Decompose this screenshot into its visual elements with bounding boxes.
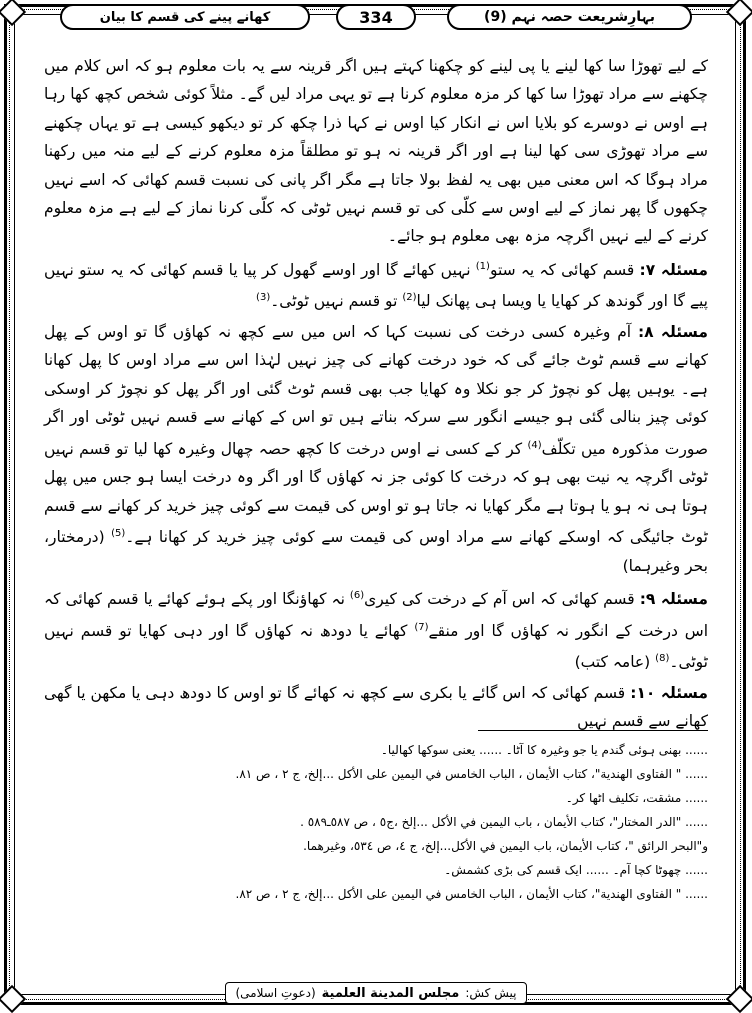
main-text: [44, 52, 708, 737]
chapter-title: کھانے پینے کی قسم کا بیان: [60, 4, 310, 30]
footnote-ref-4: (4): [527, 439, 542, 451]
masala-9-text-a: قسم کھائی کہ اس آم کے درخت کی کیری: [364, 590, 635, 609]
masala-8-label: مسئلہ ۸:: [637, 322, 708, 341]
masala-10-label: مسئلہ ۱۰:: [630, 683, 708, 702]
publisher-prefix: پیش کش:: [465, 986, 517, 1000]
publisher-box: [225, 982, 528, 1004]
footnote-line: ...... " الفتاوی الهندية"، كتاب الأيمان ، الباب الخامس في اليمين على الأكل ...إلخ، ج ٢ ، ص ٨١.: [235, 767, 708, 781]
masala-7-label: مسئلہ ۷:: [639, 261, 708, 279]
publisher-name: مجلس المدينة العلمية: [321, 985, 460, 1001]
footnote-ref-6: (6): [349, 589, 365, 601]
footnote-ref-1: (1): [475, 260, 490, 272]
masala-7-text-b: نہیں کھائے گا اور اوسے گھول کر پیا یا قسم کھائی کہ یہ ستو نہیں پیے گا اور گوندھ کر کھایا یا ویسا ہی پھانک لیا: [44, 261, 708, 311]
footnote-line: ...... مشقت، تکلیف اٹھا کر۔: [565, 791, 708, 805]
masala-9: [44, 582, 708, 677]
footnote-line: ...... چھوٹا کچا آم۔ ...... ایک قسم کی بڑی کشمش۔: [444, 863, 708, 877]
footnote-line: ...... "الدر المختار"، كتاب الأيمان ، باب اليمين في الأكل ...إلخ ،ج٥ ، ص ٥٨٧ـ٥٨٩ .: [300, 815, 708, 829]
masala-8-citation: (درمختار، بحر وغیرہما): [44, 528, 708, 575]
book-section-title: بہارِشریعت حصہ نہم (9): [447, 4, 692, 30]
footnote-ref-8: (8): [655, 653, 670, 665]
masala-8: [44, 318, 708, 580]
masala-7: [44, 253, 708, 316]
page-footer: [0, 982, 752, 1008]
footnote-ref-7: (7): [414, 621, 429, 633]
masala-7-text-c: تو قسم نہیں ٹوٹی۔: [270, 292, 398, 311]
masala-7-text-a: قسم کھائی کہ یہ ستو: [489, 261, 635, 279]
masala-9-label: مسئلہ ۹:: [639, 590, 708, 609]
footnote-line: ...... " الفتاوی الهندية"، كتاب الأيمان ، الباب الخامس في اليمين على الأكل ...إلخ، ج ٢ ، ص ٨٢.: [235, 887, 708, 901]
page-header: [60, 4, 692, 34]
footnote-ref-3: (3): [256, 292, 271, 304]
masala-9-citation: (عامہ کتب): [574, 653, 651, 672]
masala-10-text-a: قسم کھائی کہ اس گائے یا بکری سے کچھ نہ کھائے گا تو اوس کا دودھ دہی یا مکھن یا گھی کھانے سے قسم نہیں: [44, 683, 708, 731]
footnotes: [44, 738, 708, 906]
publisher-sub: (دعوتِ اسلامی): [235, 986, 316, 1000]
masala-8-text-b: کر کے کسی نے اوس درخت کا کچھ حصہ چھال وغیرہ کھا لیا تو قسم نہیں ٹوٹی اگرچہ یہ نیت بھی ہو کہ درخت کا کوئی جز نہ کھاؤں گا اور اگر وہ درخت ایسا ہو جس میں پھل ہوتا ہی نہ ہو یا ہوتا ہے مگر کھایا نہ جاتا ہو تو اوس کی قیمت سے کوئی چیز خرید کر کھانے سے قسم ٹوٹ جائیگی کہ اوسکے کھانے سے مراد اوس کی قیمت سے کوئی چیز خرید کر کھانا ہے۔: [44, 439, 708, 547]
masala-9-text-b: نہ کھاؤنگا اور پکے ہوئے کھائے یا قسم کھائی کہ اس درخت کے انگور نہ کھاؤں گا اور منقے: [44, 590, 709, 640]
page-number: 334: [336, 4, 416, 30]
footnote-separator: [478, 730, 708, 731]
masala-8-text-a: آم وغیرہ کسی درخت کی نسبت کہا کہ اس میں سے کچھ نہ کھاؤں گا تو اوس کے پھل کھانے سے قسم ٹوٹ جائے گی کہ خود درخت کھانے کی چیز نہیں لہٰذا اس سے مراد اوس کا پھل کھانا ہے۔ یوہیں پھل کو نچوڑ کر جو نکلا وہ کھایا جب بھی قسم ٹوٹ گئی اور اگر پھل کو نچوڑ کر اوسکی کوئی چیز بنالی گئی ہو جیسے انگور سے سرکہ بناتے ہیں تو اس کے کھانے سے قسم نہیں ٹوٹی اور اگر صورت مذکورہ میں تکلّف: [44, 322, 708, 458]
paragraph-intro: کے لیے تھوڑا سا کھا لینے یا پی لینے کو چکھنا کہتے ہیں اگر قرینہ سے یہ بات معلوم ہو کہ اس کلام میں چکھنے سے مراد تھوڑا سا کھا کر مزہ معلوم کرنا ہے تو یہی مراد لیں گے۔ مثلاً کوئی شخص کچھ کھا رہا ہے اوس نے دوسرے کو بلایا اس نے انکار کیا اوس نے کہا ذرا چکھ کر تو دیکھو کیسی ہے تو یہاں چکھنے سے مراد تھوڑی سی کھا لینا ہے اور اگر قرینہ نہ ہو تو مطلقاً مزہ معلوم کرنے کے لیے منہ میں رکھنا مراد ہوگا کہ اس معنی میں بھی یہ لفظ بولا جاتا ہے مگر اگر پانی کی نسبت قسم کھائی کہ اسے نہیں چکھوں گا پھر نماز کے لیے اوس سے کلّی کی تو قسم نہیں ٹوٹی کہ کلّی کرنا نماز کے لیے ہے مزہ معلوم کرنے کے لیے نہیں اگرچہ مزہ بھی معلوم ہو جائے۔: [44, 57, 708, 246]
masala-9-text-c: کھائے یا دودھ نہ کھاؤں گا اور دہی کھایا تو قسم نہیں ٹوٹی۔: [44, 621, 708, 672]
footnote-line: ...... بھنی ہوئی گندم یا جو وغیرہ کا آٹا۔ ...... یعنی سوکھا کھالیا۔: [380, 743, 708, 757]
masala-10: [44, 679, 708, 736]
footnote-ref-2: (2): [402, 292, 417, 304]
footnote-ref-5: (5): [111, 527, 126, 539]
footnote-line: و"البحر الرائق "، كتاب الأيمان، باب اليمين في الأكل...إلخ، ج ٤، ص ٥٣٤، وغيرهما.: [303, 839, 708, 853]
